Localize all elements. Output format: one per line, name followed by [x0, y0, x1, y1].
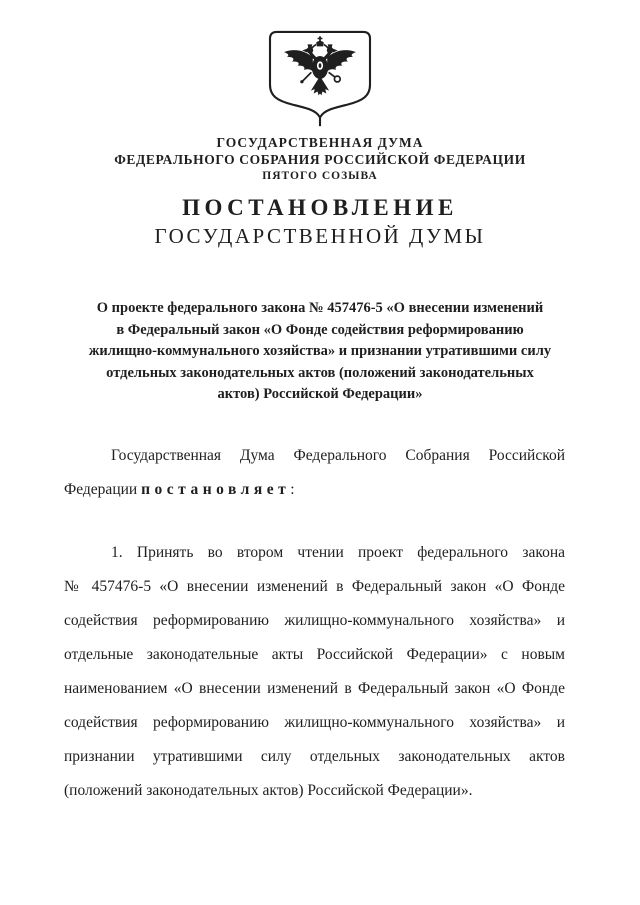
resolution-body	[64, 439, 565, 808]
document-type-title: ПОСТАНОВЛЕНИЕ	[182, 195, 458, 220]
subject-line: отдельных законодательных актов (положений законодательных	[106, 364, 534, 381]
org-name-line: ГОСУДАРСТВЕННАЯ ДУМА	[216, 135, 424, 150]
paragraph-spacer	[64, 507, 565, 536]
preamble-colon: :	[290, 480, 295, 498]
coat-of-arms-icon	[266, 30, 374, 130]
convocation-line: ПЯТОГО СОЗЫВА	[262, 170, 378, 182]
subject-line: О проекте федерального закона № 457476-5 «О внесении изменений	[96, 300, 544, 316]
paragraph-line: 1. Принять во втором чтении проект федерального закона	[111, 543, 565, 561]
paragraph-line: (положений законодательных актов) Российской Федерации».	[64, 781, 473, 799]
item-1-paragraph	[64, 536, 565, 808]
preamble-emphasis: постановляет	[141, 480, 291, 498]
preamble-prefix: Федерации	[64, 480, 142, 498]
preamble-paragraph	[64, 439, 565, 507]
paragraph-line: наименованием «О внесении изменений в Федеральный закон «О Фонде	[64, 679, 565, 697]
resolution-subject	[60, 298, 580, 406]
document-type-subtitle: ГОСУДАРСТВЕННОЙ ДУМЫ	[154, 224, 486, 248]
paragraph-line: содействия реформированию жилищно-коммунального хозяйства» и	[64, 611, 565, 629]
paragraph-line	[64, 473, 565, 507]
subject-line: жилищно-коммунального хозяйства» и признании утратившими силу	[88, 343, 552, 359]
paragraph-line: № 457476-5 «О внесении изменений в Федеральный закон «О Фонде	[64, 577, 565, 595]
subject-line: в Федеральный закон «О Фонде содействия реформированию	[116, 321, 524, 338]
org-name-line: ФЕДЕРАЛЬНОГО СОБРАНИЯ РОССИЙСКОЙ ФЕДЕРАЦИИ	[114, 152, 526, 167]
paragraph-line: содействия реформированию жилищно-коммунального хозяйства» и	[64, 713, 565, 731]
paragraph-line: Государственная Дума Федерального Собрания Российской	[111, 446, 565, 464]
paragraph-line: признании утратившими силу отдельных законодательных актов	[64, 747, 565, 765]
paragraph-line: отдельные законодательные акты Российской Федерации» с новым	[64, 645, 565, 663]
subject-line: актов) Российской Федерации»	[217, 386, 423, 402]
